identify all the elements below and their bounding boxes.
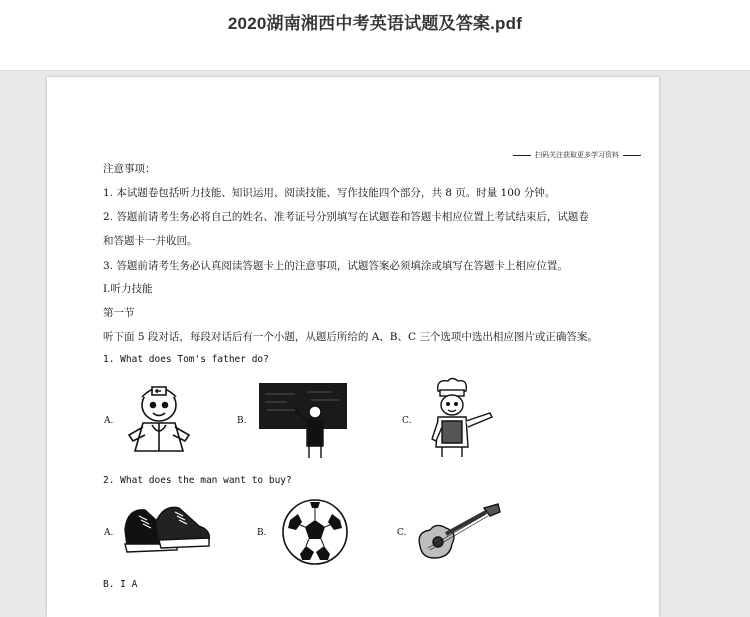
doctor-illustration [119,377,199,457]
notice-item-3: 3. 答题前请考生务必认真阅读答题卡上的注意事项，试题答案必须填涂或填写在答题卡上相应位置。 [103,260,568,272]
section-heading: I.听力技能 [103,283,153,295]
q1-option-b-label: B. [237,416,247,426]
chef-illustration [422,377,502,459]
document-title: 2020湖南湘西中考英语试题及答案.pdf [227,14,523,33]
soccer-ball-illustration [276,498,354,566]
guitar-illustration [412,502,502,564]
question-1: 1. What does Tom's father do? [103,354,269,365]
question-2: 2. What does the man want to buy? [103,475,292,486]
notice-item-1: 1. 本试题卷包括听力技能、知识运用、阅读技能、写作技能四个部分，共 8 页。时量 100 分钟。 [103,187,556,199]
notice-item-2: 2. 答题前请考生务必将自己的姓名、准考证号分别填写在试题卷和答题卡相应位置上考试结束后，试题卷 [103,211,589,223]
teacher-blackboard-illustration [257,380,349,460]
q1-option-a-label: A. [104,416,114,426]
q2-option-c-label: C. [397,528,407,538]
q2-option-b-label: B. [257,528,267,538]
question-3-partial: B. I A [103,579,138,590]
header-note-text: 扫码关注获取更多学习资料 [535,151,619,159]
listening-instructions: 听下面 5 段对话，每段对话后有一个小题，从题后所给的 A、B、C 三个选项中选出相应图片或正确答案。 [103,331,598,343]
header-dash-right [623,155,641,156]
notice-heading: 注意事项： [103,163,156,175]
q2-option-a-label: A. [104,528,114,538]
notice-item-2-cont: 和答题卡一并收回。 [103,235,198,247]
part-heading: 第一节 [103,307,135,319]
viewer-toolbar [0,0,750,71]
header-dash-left [513,155,531,156]
page-header-note [513,150,641,160]
q1-option-c-label: C. [402,416,412,426]
pdf-page [47,77,659,617]
sneakers-illustration [119,500,214,560]
